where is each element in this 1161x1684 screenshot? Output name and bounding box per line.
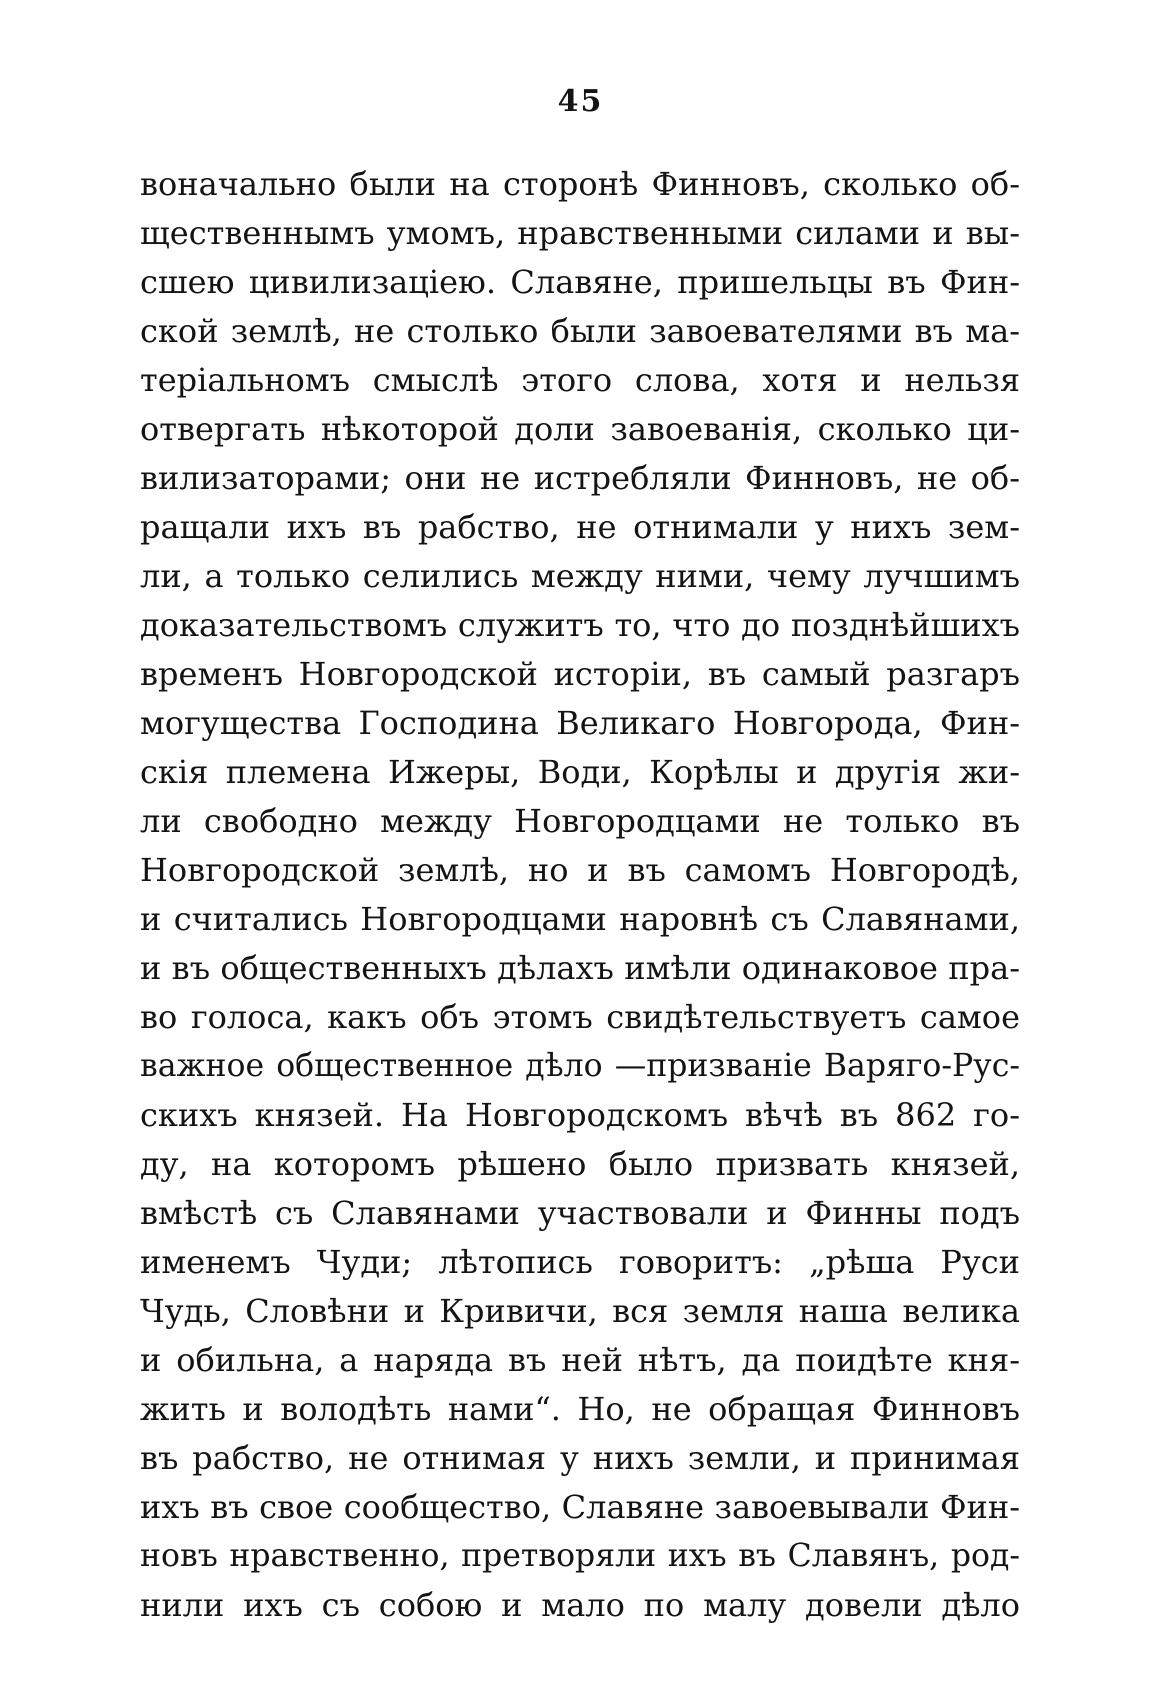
text-line: именемъ Чуди; лѣтопись говоритъ: „рѣша Руси <box>140 1243 1020 1281</box>
text-line: ихъ въ свое сообщество, Славяне завоевывали Фин- <box>140 1488 1020 1526</box>
text-line: Чудь, Словѣни и Кривичи, вся земля наша велика <box>140 1292 1020 1330</box>
text-line: и считались Новгородцами наровнѣ съ Славянами, <box>140 900 1020 938</box>
text-line: скiя племена Ижеры, Води, Корѣлы и другiя жи- <box>140 753 1020 791</box>
text-line: жить и володѣть нами“. Но, не обращая Финновъ <box>140 1390 1020 1428</box>
text-line: скихъ князей. На Новгородскомъ вѣчѣ въ 862 го- <box>140 1096 1020 1134</box>
text-line: отвергать нѣкоторой доли завоеванiя, сколько ци- <box>140 410 1020 448</box>
text-line: нили ихъ съ собою и мало по малу довели дѣло <box>140 1586 1020 1624</box>
text-line: могущества Господина Великаго Новгорода, Фин- <box>140 704 1020 742</box>
text-line: Новгородской землѣ, но и въ самомъ Новгородѣ, <box>140 851 1020 889</box>
text-line: ской землѣ, не столько были завоевателями въ ма- <box>140 312 1020 350</box>
text-line: въ рабство, не отнимая у нихъ земли, и принимая <box>140 1439 1020 1477</box>
text-line: и обильна, а наряда въ ней нѣтъ, да поидѣте кня- <box>140 1341 1020 1379</box>
text-line: доказательствомъ служитъ то, что до позднѣйшихъ <box>140 606 1020 644</box>
text-line: и въ общественныхъ дѣлахъ имѣли одинаковое пра- <box>140 949 1020 987</box>
text-line: воначально были на сторонѣ Финновъ, сколько об- <box>140 165 1020 203</box>
text-line: вилизаторами; они не истребляли Финновъ, не об- <box>140 459 1020 497</box>
text-line: во голоса, какъ объ этомъ свидѣтельствуетъ самое <box>140 998 1020 1036</box>
text-line: вмѣстѣ съ Славянами участвовали и Финны подъ <box>140 1194 1020 1232</box>
text-line: щественнымъ умомъ, нравственными силами и вы- <box>140 214 1020 252</box>
text-line: ду, на которомъ рѣшено было призвать князей, <box>140 1145 1020 1183</box>
page-number: 45 <box>557 84 604 119</box>
text-line: ли свободно между Новгородцами не только въ <box>140 802 1020 840</box>
text-line: ли, а только селились между ними, чему лучшимъ <box>140 557 1020 595</box>
text-line: сшею цивилизацiею. Славяне, пришельцы въ Фин- <box>140 263 1020 301</box>
text-line: важное общественное дѣло —призванiе Варяго-Рус- <box>140 1048 1020 1084</box>
text-line: ращали ихъ въ рабство, не отнимали у нихъ зем- <box>140 508 1020 546</box>
body-text <box>140 160 1020 1630</box>
text-line: терiальномъ смыслѣ этого слова, хотя и нельзя <box>140 361 1020 399</box>
text-line: новъ нравственно, претворяли ихъ въ Славянъ, род- <box>140 1538 1020 1574</box>
text-line: временъ Новгородской исторiи, въ самый разгаръ <box>140 655 1020 693</box>
